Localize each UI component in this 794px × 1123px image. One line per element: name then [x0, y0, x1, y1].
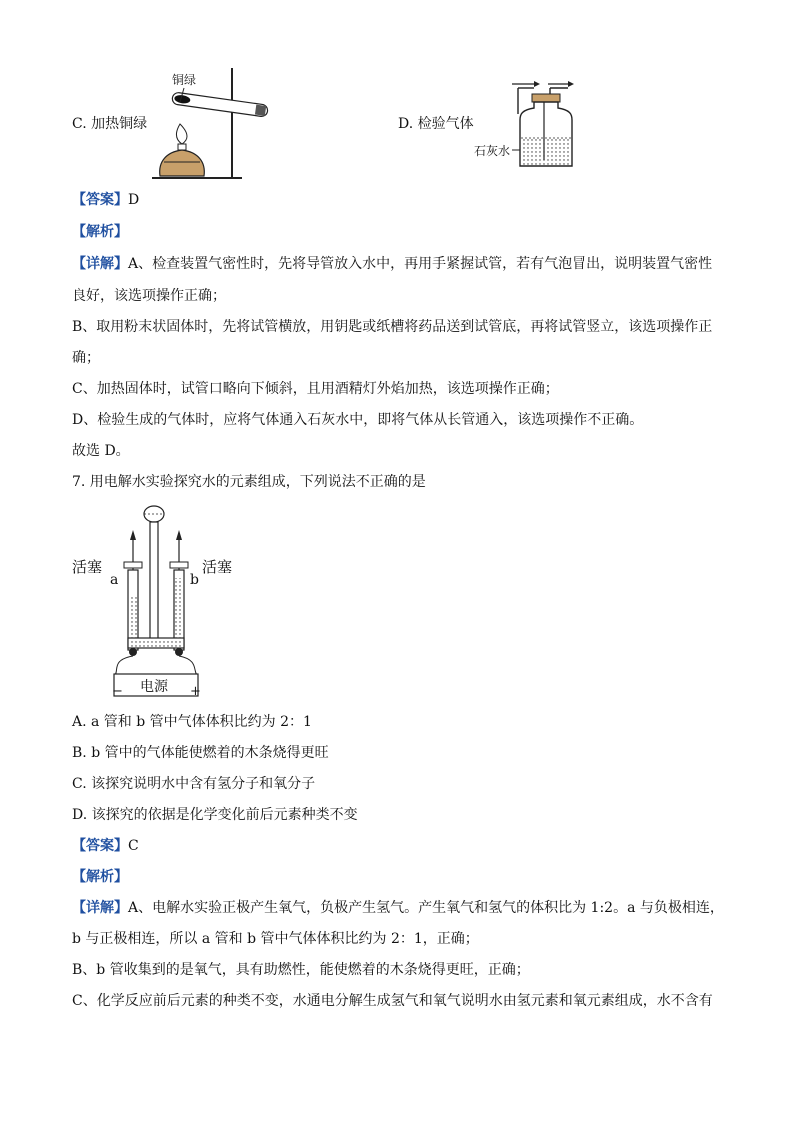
- q7-option-d: D. 该探究的依据是化学变化前后元素种类不变: [72, 807, 358, 823]
- answer-tag: 【答案】: [72, 192, 128, 208]
- q7-detail-line-1: [72, 898, 724, 918]
- q7-stem: 7. 用电解水实验探究水的元素组成，下列说法不正确的是: [72, 474, 426, 490]
- detail-tag: 【详解】: [72, 256, 128, 272]
- negative-terminal-label: −: [112, 684, 123, 699]
- heating-apparatus-figure: [146, 66, 276, 186]
- electrolysis-apparatus-figure: [70, 500, 250, 700]
- q7-detail-line-4: C、化学反应前后元素的种类不变，水通电分解生成氢气和氧气说明水由氢元素和氧元素组成，水不含有: [72, 993, 713, 1009]
- q7-option-a: A. a 管和 b 管中气体体积比约为 2：1: [72, 714, 312, 730]
- answer-value: C: [128, 838, 139, 854]
- q6-detail-line-6: D、检验生成的气体时，应将气体通入石灰水中，即将气体从长管通入，该选项操作不正确。: [72, 412, 644, 428]
- detail-tag: 【详解】: [72, 900, 128, 916]
- q6-detail-line-2: 良好，该选项操作正确；: [72, 288, 226, 304]
- tube-b-label: b: [190, 572, 199, 588]
- analysis-tag: 【解析】: [72, 224, 128, 240]
- q7-detail-line-3: B、b 管收集到的是氧气，具有助燃性，能使燃着的木条烧得更旺，正确；: [72, 962, 530, 978]
- q6-detail-line-7: 故选 D。: [72, 443, 130, 459]
- answer-tag: 【答案】: [72, 838, 128, 854]
- q7-option-c: C. 该探究说明水中含有氢分子和氧分子: [72, 776, 316, 792]
- positive-terminal-label: +: [190, 684, 201, 699]
- right-valve-label: 活塞: [202, 558, 233, 576]
- copper-green-label: 铜绿: [172, 73, 197, 87]
- left-valve-label: 活塞: [72, 558, 103, 576]
- q7-analysis-heading: [72, 867, 128, 887]
- q6-detail-line-1: [72, 254, 712, 274]
- answer-value: D: [128, 192, 140, 208]
- q6-analysis-heading: [72, 222, 128, 242]
- limewater-label: 石灰水: [474, 144, 511, 158]
- power-source-label: 电源: [140, 679, 168, 695]
- q7-option-b: B. b 管中的气体能使燃着的木条烧得更旺: [72, 745, 329, 761]
- option-d-text: D. 检验气体: [398, 116, 474, 132]
- gas-test-figure: [474, 74, 584, 170]
- q6-answer-line: [72, 190, 139, 210]
- option-c-text: C. 加热铜绿: [72, 116, 148, 132]
- detail-text: A、检查装置气密性时，先将导管放入水中，再用手紧握试管，若有气泡冒出，说明装置气密性: [128, 256, 713, 272]
- q6-detail-line-3: B、取用粉末状固体时，先将试管横放，用钥匙或纸槽将药品送到试管底，再将试管竖立，该选项操作正: [72, 319, 713, 335]
- q7-detail-line-2: b 与正极相连，所以 a 管和 b 管中气体体积比约为 2：1，正确；: [72, 931, 479, 947]
- q6-detail-line-5: C、加热固体时，试管口略向下倾斜，且用酒精灯外焰加热，该选项操作正确；: [72, 381, 559, 397]
- detail-text: A、电解水实验正极产生氧气，负极产生氢气。产生氧气和氢气的体积比为 1:2。a 与负极相连，: [128, 900, 724, 916]
- analysis-tag: 【解析】: [72, 869, 128, 885]
- tube-a-label: a: [110, 572, 119, 588]
- q6-detail-line-4: 确；: [72, 350, 100, 366]
- q7-answer-line: [72, 836, 139, 856]
